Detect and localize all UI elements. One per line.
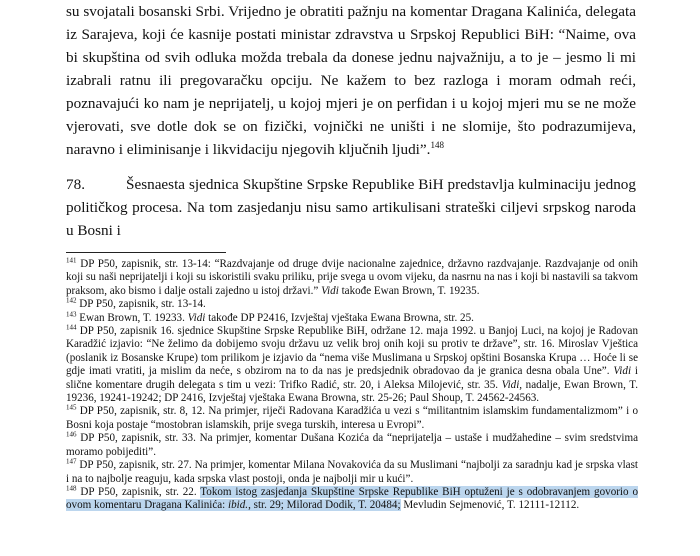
footnote-142 <box>66 298 638 311</box>
footnote-143 <box>66 309 638 325</box>
footnote-separator <box>66 252 226 253</box>
footnote-number: 145 <box>66 403 77 412</box>
footnote-text: DP P50, zapisnik, str. 33. Na primjer, komentar Dušana Kozića da “neprijatelja – ustaše i mudžahedine – svim sredstvima moramo pobijediti”. <box>66 432 638 458</box>
footnote-number: 147 <box>66 457 77 466</box>
paragraph-continued <box>66 0 636 161</box>
footnote-number: 142 <box>66 296 77 305</box>
paragraph-number: 78. <box>66 176 85 193</box>
footnote-141 <box>66 258 638 298</box>
footnote-ref-148[interactable]: 148 <box>430 139 444 150</box>
footnote-tail: takođe DP P2416, Izvještaj vještaka Ewana Browna, str. 25. <box>208 311 474 324</box>
footnote-text: DP P50, zapisnik, str. 13-14: “Razdvajanje od druge dvije nacionalne zajednice, državno razdvajanje. Razdvajanje od onih koji su naši neprijatelji i koji su iskoristili svaku priliku, prije svega u ovom vijeku, da nasrnu na nas i koji bi nastavili sa takvom praksom, ako bismo i dalje ostali zajedno u istoj državi.” <box>66 258 638 297</box>
footnote-vidi: Vidi <box>187 311 206 324</box>
footnote-mid: i slične komentare drugih delegata s tim u vezi: Trifko Radić, str. 20, i Aleksa Milojević, str. 35. <box>66 365 638 391</box>
footnote-text: Ewan Brown, T. 19233. <box>79 311 185 324</box>
footnote-147 <box>66 459 638 486</box>
footnote-tail: takođe Ewan Brown, T. 19235. <box>341 284 480 297</box>
paragraph-text: Šesnaesta sjednica Skupštine Srpske Republike BiH predstavlja kulminaciju jednog političkog procesa. Na tom zasjedanju nisu samo artikulisani strateški ciljevi srpskog naroda u Bosni i <box>66 176 636 239</box>
footnote-tail: nadalje, Ewan Brown, T. 19236, 19241-19242; DP 2416, Izvještaj vještaka Ewana Browna, str. 25-26; Paul Shoup, T. 24562-24563. <box>66 378 638 405</box>
highlighted-text: Tokom istog zasjedanja Skupštine Srpske Republike BiH optuženi je s odobravanjem govorio o ovom komentaru Dragana Kalinića: <box>66 485 638 512</box>
footnote-text: DP P50, zapisnik 16. sjednice Skupštine Srpske Republike BiH, održane 12. maja 1992. u Banjoj Luci, na kojoj je Radovan Karadžić izjavio: “Ne želimo da dobijemo svoju državu uz velik broj onih koji su protiv te države”, str. 16. Miroslav Vještica (poslanik iz Bosanske Krupe) tom prilikom je izjavio da “nema više Muslimana u Srpskoj opštini Bosanska Krupa … Hoće li se gdje imati vratiti, ja mislim da neće, s obzirom na to da nas je predsjednik obradovao da je granica desna obala Une”. <box>66 325 638 378</box>
footnote-148 <box>66 486 638 513</box>
footnote-number: 146 <box>66 430 77 439</box>
footnote-number: 144 <box>66 323 77 332</box>
footnote-number: 148 <box>66 484 77 493</box>
footnote-ibid: ibid. <box>228 499 249 512</box>
footnote-text: DP P50, zapisnik, str. 8, 12. Na primjer, riječi Radovana Karadžića u vezi s “militantnim islamskim fundamentalizmom” i o Bosni koja postaje “mostobran islamskih, prije svega turskih, interesa u Evropi”. <box>66 405 638 431</box>
footnote-145 <box>66 405 638 432</box>
footnote-text: DP P50, zapisnik, str. 27. Na primjer, komentar Milana Novakovića da su Muslimani “najbolji za saradnju kad je srpska vlast i na to najbolje reaguju, kada srpska vlast postoji, onda je najbolji mir u kući”. <box>66 459 638 485</box>
footnote-tail: Mevludin Sejmenović, T. 12111-12112. <box>403 499 580 512</box>
footnote-vidi: Vidi <box>321 284 339 297</box>
body-text <box>66 0 636 242</box>
highlighted-text-2: , str. 29; Milorad Dodik, T. 20484; <box>248 499 401 512</box>
footnote-146 <box>66 432 638 459</box>
footnote-144 <box>66 325 638 405</box>
footnote-vidi: Vidi <box>613 365 632 378</box>
paragraph-text: su svojatali bosanski Srbi. Vrijedno je obratiti pažnju na komentar Dragana Kalinića, delegata iz Sarajeva, koji će kasnije postati ministar zdravstva u Srpskoj Republici BiH: “Naime, ova bi skupština od svih odluka možda trebala da donese jednu najvažniju, a to je – jesmo li mi izabrali ratnu ili pregovaračku opciju. Ne kažem to bez razloga i moram odmah reći, poznavajući ko nam je neprijatelj, u kojoj mjeri je on perfidan i u kojoj mjeri mu se ne može vjerovati, sve dotle dok se on fizički, vojnički ne uništi i ne slomije, što podrazumijeva, naravno i eliminisanje i likvidaciju njegovih ključnih ljudi”. <box>66 3 636 158</box>
footnotes <box>66 258 638 513</box>
footnote-text: DP P50, zapisnik, str. 22. <box>80 485 197 498</box>
footnote-vidi-2: Vidi, <box>501 378 523 391</box>
paragraph-78 <box>66 173 636 242</box>
footnote-number: 143 <box>66 309 77 318</box>
footnote-text: DP P50, zapisnik, str. 13-14. <box>79 298 206 311</box>
footnote-number: 141 <box>66 256 77 265</box>
